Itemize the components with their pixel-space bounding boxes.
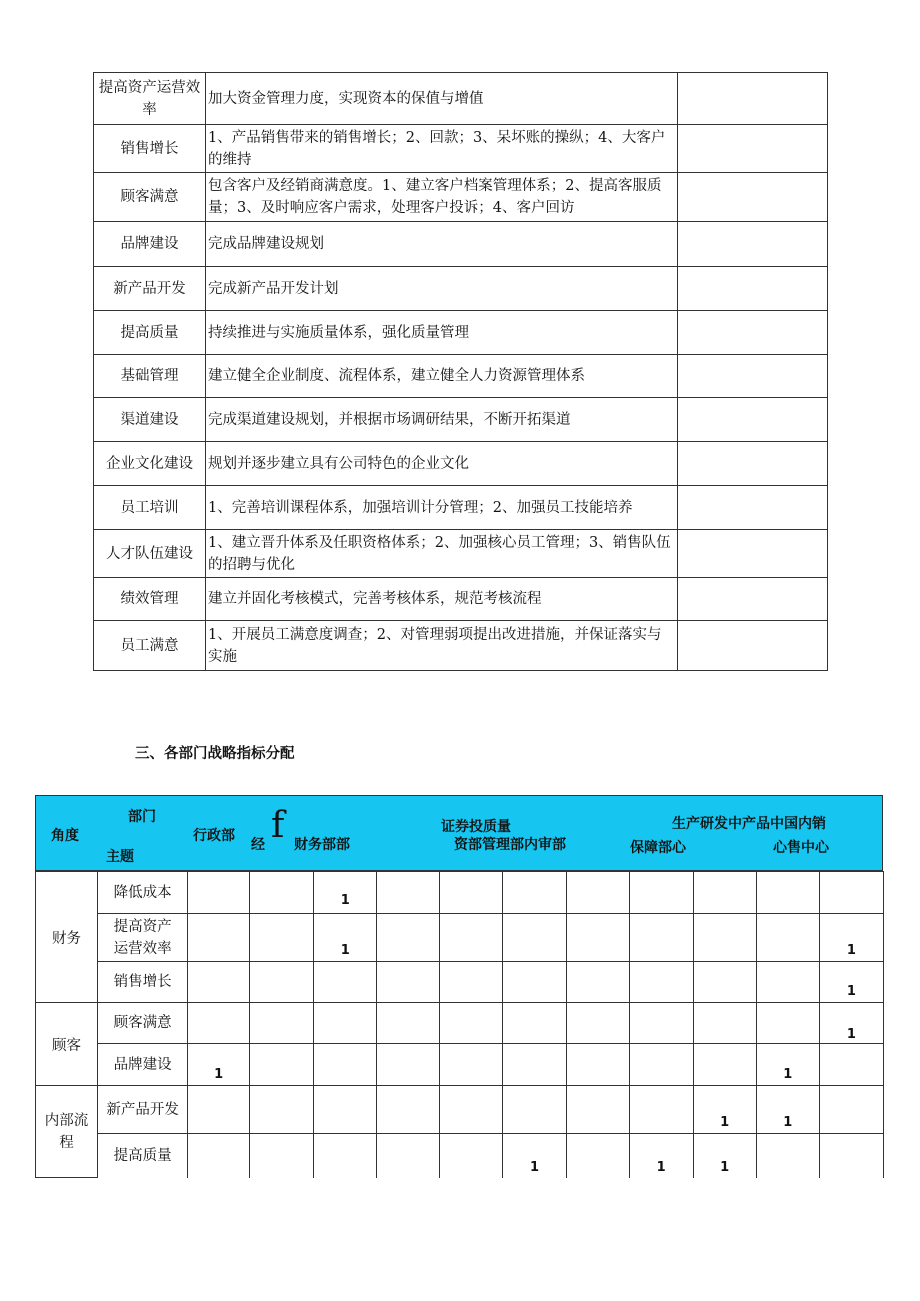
- theme-cell: 提高质量: [98, 1134, 188, 1178]
- allocation-cell: [440, 1086, 503, 1134]
- goal-cell: 顾客满意: [94, 173, 206, 222]
- blank-cell: [678, 125, 828, 173]
- allocation-table-header: [35, 795, 883, 871]
- allocation-cell: [440, 914, 503, 962]
- theme-cell: 品牌建设: [98, 1044, 188, 1086]
- allocation-cell: [566, 1044, 629, 1086]
- allocation-cell: [250, 914, 314, 962]
- goal-cell: 品牌建设: [94, 222, 206, 267]
- goal-cell: 提高资产运营效率: [94, 73, 206, 125]
- goal-cell: 销售增长: [94, 125, 206, 173]
- goal-cell: 企业文化建设: [94, 442, 206, 486]
- angle-cell: 财务: [36, 872, 98, 1003]
- allocation-cell: [566, 1134, 629, 1178]
- header-asset-mgmt: 资部管理部内审部: [454, 837, 566, 853]
- table-row: [36, 1134, 884, 1178]
- measure-cell: 加大资金管理力度，实现资本的保值与增值: [206, 73, 678, 125]
- theme-cell: 新产品开发: [98, 1086, 188, 1134]
- goal-cell: 基础管理: [94, 355, 206, 398]
- allocation-cell: [188, 872, 250, 914]
- allocation-cell: [503, 914, 566, 962]
- table-row: [36, 872, 884, 914]
- allocation-cell: [377, 872, 440, 914]
- measure-cell: 持续推进与实施质量体系，强化质量管理: [206, 311, 678, 355]
- blank-cell: [678, 222, 828, 267]
- theme-cell: 顾客满意: [98, 1003, 188, 1044]
- header-sales-center: 心售中心: [773, 840, 829, 856]
- allocation-cell: [756, 1003, 819, 1044]
- allocation-cell: [314, 1086, 377, 1134]
- allocation-cell: [250, 1134, 314, 1178]
- allocation-cell: [503, 1086, 566, 1134]
- allocation-cell: [377, 962, 440, 1003]
- allocation-cell: [377, 1003, 440, 1044]
- allocation-mark: 1: [629, 1134, 693, 1178]
- blank-cell: [678, 486, 828, 530]
- blank-cell: [678, 621, 828, 671]
- blank-cell: [678, 578, 828, 621]
- theme-cell: 降低成本: [98, 872, 188, 914]
- goal-cell: 提高质量: [94, 311, 206, 355]
- allocation-cell: [629, 914, 693, 962]
- goal-cell: 渠道建设: [94, 398, 206, 442]
- allocation-cell: [756, 962, 819, 1003]
- blank-cell: [678, 267, 828, 311]
- table-row: [36, 1003, 884, 1044]
- allocation-cell: [756, 872, 819, 914]
- allocation-mark: 1: [756, 1086, 819, 1134]
- blank-cell: [678, 311, 828, 355]
- table-row: [94, 311, 828, 355]
- allocation-cell: [693, 914, 756, 962]
- header-securities: 证券投质量: [441, 819, 511, 835]
- allocation-cell: [566, 914, 629, 962]
- measure-cell: 1、开展员工满意度调查；2、对管理弱项提出改进措施，并保证落实与实施: [206, 621, 678, 671]
- allocation-cell: [250, 1003, 314, 1044]
- header-support: 保障部心: [630, 840, 686, 856]
- header-finance: 财务部部: [294, 837, 350, 853]
- table-row: [36, 914, 884, 962]
- table-row: [94, 355, 828, 398]
- table-row: [36, 1044, 884, 1086]
- table-row: [94, 578, 828, 621]
- allocation-cell: [250, 872, 314, 914]
- allocation-cell: [250, 962, 314, 1003]
- measure-cell: 建立健全企业制度、流程体系，建立健全人力资源管理体系: [206, 355, 678, 398]
- allocation-mark: 1: [819, 1003, 883, 1044]
- table-row: [94, 621, 828, 671]
- allocation-cell: [440, 1044, 503, 1086]
- goal-cell: 新产品开发: [94, 267, 206, 311]
- allocation-cell: [503, 1044, 566, 1086]
- angle-cell: 内部流程: [36, 1086, 98, 1178]
- header-production: 生产研发中产品中国内销: [672, 816, 826, 832]
- allocation-mark: 1: [314, 914, 377, 962]
- allocation-cell: [188, 1134, 250, 1178]
- theme-cell: 销售增长: [98, 962, 188, 1003]
- blank-cell: [678, 355, 828, 398]
- allocation-cell: [566, 872, 629, 914]
- allocation-mark: 1: [693, 1134, 756, 1178]
- allocation-cell: [250, 1086, 314, 1134]
- measure-cell: 规划并逐步建立具有公司特色的企业文化: [206, 442, 678, 486]
- table-row: [36, 962, 884, 1003]
- goal-cell: 员工培训: [94, 486, 206, 530]
- header-admin: 行政部: [193, 828, 235, 844]
- allocation-cell: [503, 872, 566, 914]
- goal-cell: 人才队伍建设: [94, 530, 206, 578]
- allocation-cell: [440, 962, 503, 1003]
- header-angle: 角度: [51, 828, 79, 844]
- allocation-cell: [314, 1134, 377, 1178]
- table-row: [94, 73, 828, 125]
- theme-cell: 提高资产运营效率: [98, 914, 188, 962]
- blank-cell: [678, 398, 828, 442]
- table-row: [94, 398, 828, 442]
- allocation-cell: [314, 962, 377, 1003]
- measure-cell: 1、完善培训课程体系，加强培训计分管理；2、加强员工技能培养: [206, 486, 678, 530]
- allocation-mark: 1: [819, 962, 883, 1003]
- table-row: [94, 125, 828, 173]
- allocation-cell: [819, 872, 883, 914]
- allocation-cell: [693, 1044, 756, 1086]
- allocation-cell: [377, 914, 440, 962]
- table-row: [94, 267, 828, 311]
- allocation-mark: 1: [819, 914, 883, 962]
- allocation-table: [35, 871, 884, 1178]
- measure-cell: 建立并固化考核模式，完善考核体系，规范考核流程: [206, 578, 678, 621]
- measure-cell: 完成新产品开发计划: [206, 267, 678, 311]
- header-f-glyph: f: [271, 805, 285, 846]
- allocation-cell: [188, 962, 250, 1003]
- allocation-cell: [250, 1044, 314, 1086]
- table-row: [94, 530, 828, 578]
- allocation-cell: [440, 872, 503, 914]
- allocation-cell: [819, 1044, 883, 1086]
- allocation-cell: [377, 1044, 440, 1086]
- allocation-cell: [440, 1134, 503, 1178]
- measure-cell: 完成渠道建设规划，并根据市场调研结果，不断开拓渠道: [206, 398, 678, 442]
- allocation-cell: [566, 1086, 629, 1134]
- table-row: [94, 222, 828, 267]
- allocation-cell: [440, 1003, 503, 1044]
- allocation-cell: [819, 1134, 883, 1178]
- table-row: [94, 442, 828, 486]
- table-row: [94, 173, 828, 222]
- angle-cell: 顾客: [36, 1003, 98, 1086]
- goals-table: [93, 72, 828, 671]
- header-jing: 经: [251, 837, 265, 853]
- goal-cell: 员工满意: [94, 621, 206, 671]
- allocation-cell: [629, 1003, 693, 1044]
- allocation-cell: [188, 1086, 250, 1134]
- allocation-cell: [566, 962, 629, 1003]
- allocation-cell: [819, 1086, 883, 1134]
- allocation-cell: [693, 1003, 756, 1044]
- blank-cell: [678, 530, 828, 578]
- measure-cell: 1、建立晋升体系及任职资格体系；2、加强核心员工管理；3、销售队伍的招聘与优化: [206, 530, 678, 578]
- allocation-mark: 1: [693, 1086, 756, 1134]
- allocation-cell: [629, 1044, 693, 1086]
- allocation-cell: [629, 962, 693, 1003]
- allocation-mark: 1: [503, 1134, 566, 1178]
- goal-cell: 绩效管理: [94, 578, 206, 621]
- allocation-cell: [314, 1044, 377, 1086]
- measure-cell: 完成品牌建设规划: [206, 222, 678, 267]
- table-row: [94, 486, 828, 530]
- allocation-cell: [629, 1086, 693, 1134]
- measure-cell: 1、产品销售带来的销售增长；2、回款；3、呆坏账的操纵；4、大客户的维持: [206, 125, 678, 173]
- blank-cell: [678, 442, 828, 486]
- header-theme: 主题: [106, 849, 134, 865]
- section-title: 三、各部门战略指标分配: [135, 746, 295, 762]
- allocation-cell: [693, 962, 756, 1003]
- allocation-cell: [188, 914, 250, 962]
- allocation-cell: [756, 914, 819, 962]
- allocation-mark: 1: [314, 872, 377, 914]
- header-dept: 部门: [128, 809, 156, 825]
- allocation-cell: [756, 1134, 819, 1178]
- allocation-cell: [314, 1003, 377, 1044]
- blank-cell: [678, 173, 828, 222]
- allocation-mark: 1: [756, 1044, 819, 1086]
- allocation-cell: [503, 962, 566, 1003]
- allocation-cell: [377, 1086, 440, 1134]
- allocation-cell: [693, 872, 756, 914]
- allocation-cell: [629, 872, 693, 914]
- blank-cell: [678, 73, 828, 125]
- measure-cell: 包含客户及经销商满意度。1、建立客户档案管理体系；2、提高客服质量；3、及时响应客户需求，处理客户投诉；4、客户回访: [206, 173, 678, 222]
- allocation-cell: [188, 1003, 250, 1044]
- allocation-cell: [377, 1134, 440, 1178]
- table-row: [36, 1086, 884, 1134]
- allocation-mark: 1: [188, 1044, 250, 1086]
- allocation-cell: [503, 1003, 566, 1044]
- allocation-cell: [566, 1003, 629, 1044]
